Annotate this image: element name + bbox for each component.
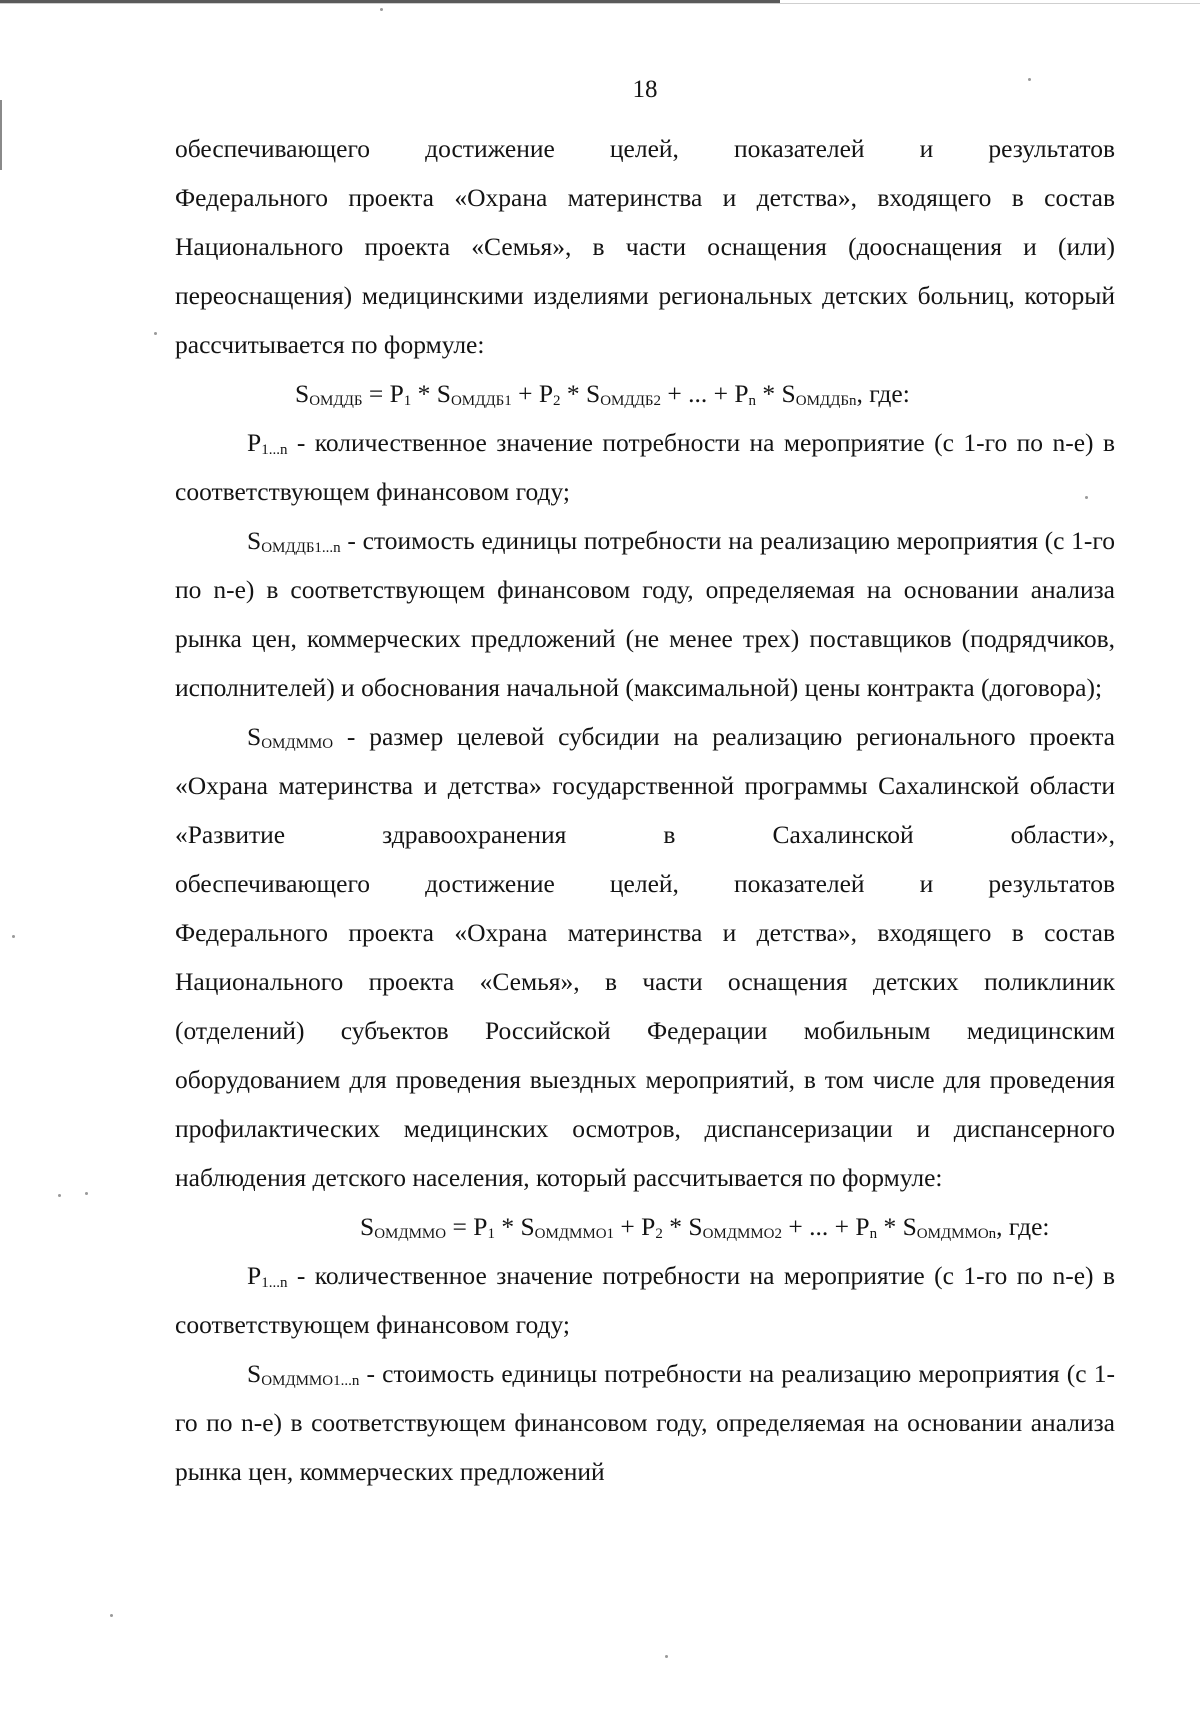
paragraph: Федерального проекта «Охрана материнства и детства», входящего в состав Национального проекта «Семья», в части оснащения (дооснащения и (или) переоснащения) медицинскими изделиями региональных детских больниц, который рассчитывается по формуле: (175, 183, 1115, 359)
scan-speck (380, 8, 383, 11)
scan-speck (665, 1655, 668, 1658)
page-number: 18 (632, 76, 658, 103)
scan-speck (110, 1614, 113, 1617)
definition-p: $P_{1...n}$ - количественное значение потребности на мероприятие (с 1-го по n-е) в соответствующем финансовом году; (175, 428, 1115, 506)
definition-s-omdmmo: $S_{ОМДММО}$ - размер целевой субсидии на реализацию регионального проекта «Охрана материнства и детства» государственной программы Сахалинской области «Развитие здравоохранения в Сахалинской области», (175, 722, 1115, 849)
definition-p: $P_{1...n}$ - количественное значение потребности на мероприятие (с 1-го по n-е) в соответствующем финансовом году; (175, 1261, 1115, 1339)
paragraph-line: обеспечивающего достижение целей, показателей и результатов (175, 134, 1115, 163)
paragraph: Федерального проекта «Охрана материнства и детства», входящего в состав Национального проекта «Семья», в части оснащения детских поликлиник (отделений) субъектов Российской Федерации мобильным медицинским оборудованием для проведения выездных мероприятий, в том числе для проведения профилактических медицинских осмотров, диспансеризации и диспансерного наблюдения детского населения, который рассчитывается по формуле: (175, 918, 1115, 1192)
scan-speck (12, 935, 15, 938)
scan-speck (58, 1194, 61, 1197)
scan-speck (154, 332, 157, 335)
scan-left-edge (0, 100, 2, 170)
scan-speck (85, 1192, 88, 1195)
paragraph-line: обеспечивающего достижение целей, показателей и результатов (175, 869, 1115, 898)
definition-s-omdmmo-unit: $S_{ОМДММО1...n}$ - стоимость единицы потребности на реализацию мероприятия (с 1-го по n-е) в соответствующем финансовом году, определяемая на основании анализа рынка цен, коммерческих предложений (175, 1359, 1115, 1486)
definition-s-omddb: $S_{ОМДДБ1...n}$ - стоимость единицы потребности на реализацию мероприятия (с 1-го по n-е) в соответствующем финансовом году, определяемая на основании анализа рынка цен, коммерческих предложений (не менее трех) поставщиков (подрядчиков, исполнителей) и обоснования начальной (максимальной) цены контракта (договора); (175, 526, 1115, 702)
formula-1: $S_{ОМДДБ} = P_1 * S_{ОМДДБ1} + P_2 * S_{ОМДДБ2}$ + ... + $P_n * S_{ОМДДБn}$, где: (295, 379, 910, 409)
document-body (175, 124, 1115, 1496)
formula-2: $S_{ОМДММО} = P_1 * S_{ОМДММО1} + P_2 * S_{ОМДММО2}$ + ... + $P_n * S_{ОМДММОn}$, где: (360, 1212, 1050, 1242)
scan-top-edge-faint (0, 3, 1200, 4)
